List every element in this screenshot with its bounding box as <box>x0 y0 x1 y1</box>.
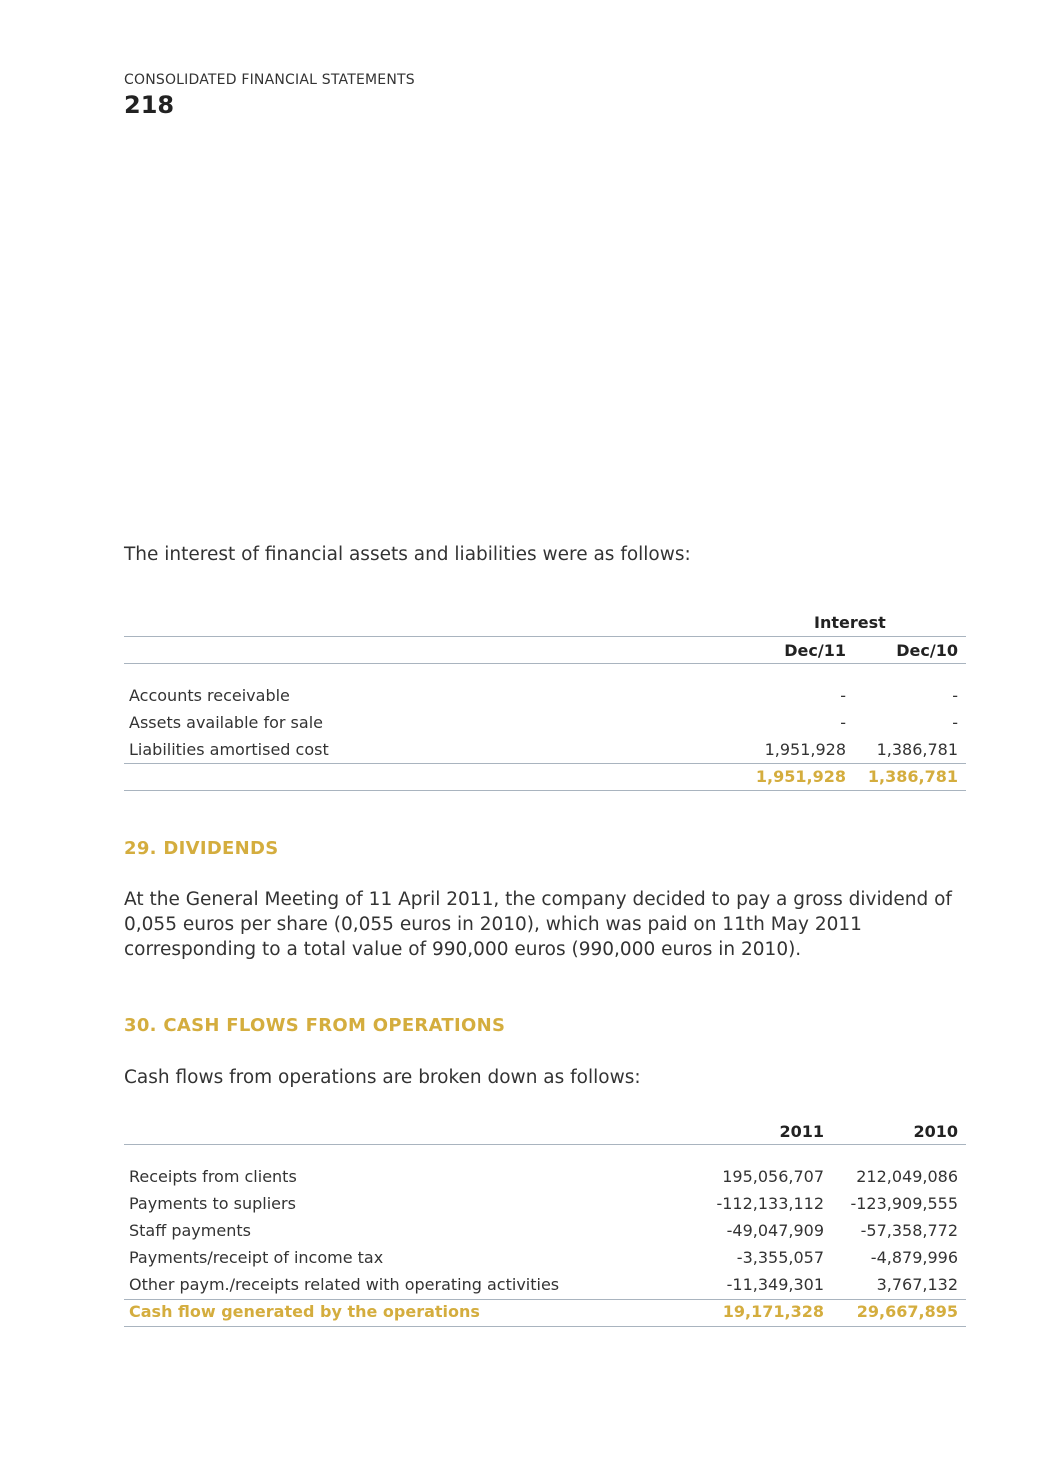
total-value-dec10: 1,386,781 <box>867 767 958 786</box>
cashflows-col-2011: 2011 <box>779 1122 824 1141</box>
table-row <box>124 686 966 713</box>
interest-header-rule <box>124 636 966 637</box>
row-label: Liabilities amortised cost <box>129 740 329 759</box>
cashflows-bottom-rule <box>124 1326 966 1327</box>
row-value-2010: 3,767,132 <box>876 1275 958 1294</box>
cashflows-header-rule <box>124 1144 966 1145</box>
table-row <box>124 713 966 740</box>
running-header: CONSOLIDATED FINANCIAL STATEMENTS <box>124 72 415 88</box>
cashflows-total-rule <box>124 1299 966 1300</box>
interest-bottom-rule <box>124 790 966 791</box>
table-row <box>124 1275 966 1302</box>
interest-subheader-rule <box>124 663 966 664</box>
row-value-2010: -123,909,555 <box>850 1194 958 1213</box>
cashflows-table <box>124 1120 966 1330</box>
row-label: Accounts receivable <box>129 686 290 705</box>
total-label: Cash flow generated by the operations <box>129 1302 480 1321</box>
row-value-2011: -3,355,057 <box>736 1248 824 1267</box>
row-value-2011: 195,056,707 <box>722 1167 824 1186</box>
row-value-dec10: - <box>952 686 958 705</box>
row-value-2011: -112,133,112 <box>716 1194 824 1213</box>
interest-col-dec10: Dec/10 <box>896 641 958 660</box>
cashflows-total-row <box>124 1302 966 1329</box>
cashflows-intro: Cash flows from operations are broken down as follows: <box>124 1067 641 1088</box>
row-value-dec11: - <box>840 713 846 732</box>
page-number: 218 <box>124 91 175 119</box>
row-value-2010: 212,049,086 <box>856 1167 958 1186</box>
row-value-dec11: 1,951,928 <box>764 740 846 759</box>
row-value-2011: -11,349,301 <box>726 1275 824 1294</box>
cashflows-col-2010: 2010 <box>913 1122 958 1141</box>
table-row <box>124 1248 966 1275</box>
row-label: Assets available for sale <box>129 713 323 732</box>
table-row <box>124 1194 966 1221</box>
interest-group-header: Interest <box>814 613 886 632</box>
total-value-dec11: 1,951,928 <box>755 767 846 786</box>
row-value-dec10: 1,386,781 <box>876 740 958 759</box>
row-value-2010: -57,358,772 <box>860 1221 958 1240</box>
dividends-title: 29. DIVIDENDS <box>124 838 279 859</box>
table-row <box>124 1167 966 1194</box>
interest-intro: The interest of financial assets and liabilities were as follows: <box>124 544 691 565</box>
row-label: Other paym./receipts related with operating activities <box>129 1275 560 1294</box>
row-label: Staff payments <box>129 1221 251 1240</box>
total-value-2010: 29,667,895 <box>856 1302 958 1321</box>
row-value-dec10: - <box>952 713 958 732</box>
row-label: Receipts from clients <box>129 1167 297 1186</box>
total-value-2011: 19,171,328 <box>722 1302 824 1321</box>
row-label: Payments to supliers <box>129 1194 296 1213</box>
cashflows-title: 30. CASH FLOWS FROM OPERATIONS <box>124 1015 506 1036</box>
table-row <box>124 1221 966 1248</box>
row-label: Payments/receipt of income tax <box>129 1248 384 1267</box>
interest-col-dec11: Dec/11 <box>784 641 846 660</box>
row-value-2010: -4,879,996 <box>870 1248 958 1267</box>
dividends-text: At the General Meeting of 11 April 2011, the company decided to pay a gross dividend of 0,055 euros per share (0,055 euros in 2010), which was paid on 11th May 2011 corresponding to a total value of 990,000 euros (990,000 euros in 2010). <box>124 889 952 960</box>
row-value-dec11: - <box>840 686 846 705</box>
row-value-2011: -49,047,909 <box>726 1221 824 1240</box>
interest-table <box>124 610 966 795</box>
interest-total-rule <box>124 763 966 764</box>
